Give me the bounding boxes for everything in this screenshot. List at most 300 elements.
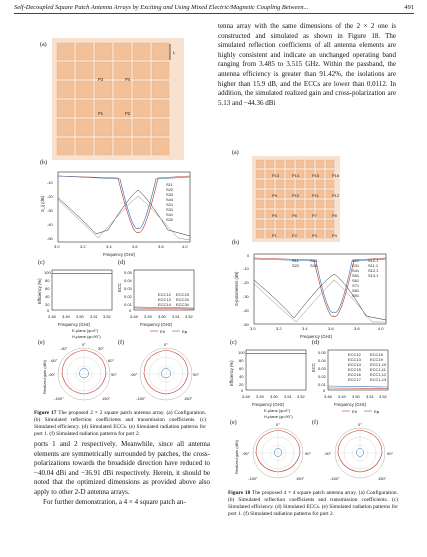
angle-label: 90° xyxy=(305,451,312,456)
port-label: P13 xyxy=(272,173,280,178)
legend-entry: ECC24 xyxy=(176,297,189,302)
fig18-label-f: (f) xyxy=(312,420,318,426)
legend-entry: ECC1,11 xyxy=(370,367,386,372)
port-label: P5 xyxy=(272,213,277,218)
b-xtick: 3.0 xyxy=(250,326,256,331)
b-ytick: -30 xyxy=(243,294,249,299)
d-ylabel: ECC xyxy=(117,283,122,292)
d-xtick: 3.50 xyxy=(158,314,166,319)
patch xyxy=(296,230,304,238)
port-label: P1 xyxy=(272,233,277,238)
legend-entry: S81 xyxy=(352,288,360,293)
angle-label: 30° xyxy=(98,346,105,351)
caption-text: The proposed 4 × 4 square patch antenna array. (a) Configuration. (b) Simulated reflection coefficients and transmission coefficients. (c) Simulated efficiency. (d) Simulated ECCs. (e) Simulated radiation patterns for port 1. (f) Simulated radiation patterns for port 2. xyxy=(228,490,398,517)
port-label: P16 xyxy=(332,173,340,178)
angle-label: -150° xyxy=(136,396,146,401)
d-xtick: 3.52 xyxy=(185,314,193,319)
d-xtick: 3.48 xyxy=(130,314,138,319)
angle-label: 0° xyxy=(82,342,86,347)
legend-entry: S33 xyxy=(166,192,174,197)
legend-entry: S41 xyxy=(166,212,174,217)
d-ytick: 0.05 xyxy=(124,270,132,275)
angle-label: 0° xyxy=(358,422,362,427)
fig17-label-a: (a) xyxy=(40,42,47,48)
patch xyxy=(296,220,304,228)
fig17-label-b: (b) xyxy=(40,160,47,166)
patch xyxy=(114,119,131,136)
legend-entry: ECC1,10 xyxy=(370,362,387,367)
d-legend xyxy=(158,292,190,307)
fig18-label-c: (c) xyxy=(230,340,237,346)
d-ytick: 0.01 xyxy=(124,302,132,307)
polar-plot-e xyxy=(242,422,311,481)
b-ytick: -10 xyxy=(243,266,249,271)
legend-etheta: Eθ xyxy=(352,409,357,414)
legend-entry: ECC17 xyxy=(348,377,361,382)
patch xyxy=(152,100,169,117)
b-ytick: -50 xyxy=(47,236,53,241)
plot-frame xyxy=(254,254,386,324)
d-xtick: 3.48 xyxy=(324,394,332,399)
b-legend xyxy=(166,182,174,222)
b-ylabel: S-parameters (dB) xyxy=(234,271,239,306)
d-legend xyxy=(348,352,387,382)
patch xyxy=(256,220,264,228)
patch xyxy=(57,119,74,136)
fig17-pattern-legend xyxy=(40,328,210,340)
port-label: P4 xyxy=(332,233,337,238)
patch xyxy=(326,200,334,208)
legend-entry: ECC13 xyxy=(348,357,361,362)
patch xyxy=(316,230,324,238)
b-xtick: 3.8 xyxy=(354,326,360,331)
patch xyxy=(256,160,264,168)
c-ytick: 100 xyxy=(44,270,51,275)
patch xyxy=(296,210,304,218)
angle-label: -150° xyxy=(54,396,64,401)
page-number: 491 xyxy=(404,4,414,11)
patch xyxy=(76,81,93,98)
paragraph: ports 1 and 2 respectively. Meanwhile, since all antenna elements are symmetrically surrounded by patches, the cross-polarizations towards the broadside direction have reduced to −40.04 dBi and −36.91 dBi respectively. Herein, it should be noted that the optimized dimensions as provided above also apply to other 2-D antenna arrays. xyxy=(34,440,210,496)
patch xyxy=(57,62,74,79)
c-ytick: 60 xyxy=(239,366,244,371)
d-ytick: 0 xyxy=(129,308,132,313)
fig18-label-e: (e) xyxy=(230,420,237,426)
angle-label: 0° xyxy=(276,422,280,427)
c-xtick: 3.52 xyxy=(297,394,305,399)
port-label: P14 xyxy=(292,173,300,178)
angle-label: 0° xyxy=(164,342,168,347)
patch xyxy=(152,81,169,98)
angle-label: -150° xyxy=(330,476,340,481)
patch xyxy=(316,220,324,228)
patch xyxy=(57,43,74,60)
patch xyxy=(152,62,169,79)
ecc-line xyxy=(328,386,388,387)
d-ytick: 0.05 xyxy=(318,350,326,355)
patch xyxy=(316,210,324,218)
paragraph: For further demonstration, a 4 × 4 square patch an- xyxy=(43,497,186,506)
patch xyxy=(256,180,264,188)
patch xyxy=(286,200,294,208)
patch xyxy=(256,190,264,198)
c-ytick: 80 xyxy=(239,358,244,363)
fig17-radiation-patterns xyxy=(36,340,206,408)
patch xyxy=(152,43,169,60)
c-xtick: 3.48 xyxy=(48,314,56,319)
d-xtick: 3.50 xyxy=(352,394,360,399)
c-ylabel: Efficiency (%) xyxy=(37,278,42,304)
d-xtick: 3.51 xyxy=(366,394,374,399)
fig18-radiation-patterns xyxy=(228,420,400,486)
port-p4: P4 xyxy=(125,77,131,82)
series-s31 xyxy=(254,280,386,322)
port-label: P3 xyxy=(312,233,317,238)
right-column-text xyxy=(218,22,396,108)
legend-entry: S91 xyxy=(352,293,360,298)
fig17-label-c: (c) xyxy=(38,260,45,266)
patch xyxy=(296,180,304,188)
d-ytick: 0 xyxy=(323,388,326,393)
d-xtick: 3.49 xyxy=(144,314,152,319)
patch xyxy=(76,100,93,117)
port-p2: P2 xyxy=(125,111,131,116)
legend-entry: S11 xyxy=(292,258,299,263)
angle-label: -150° xyxy=(248,476,258,481)
patch xyxy=(276,160,284,168)
patch xyxy=(306,220,314,228)
caption-label: Figure 18 xyxy=(228,490,251,496)
patch xyxy=(296,160,304,168)
d-ytick: 0.04 xyxy=(318,358,326,363)
patch xyxy=(256,230,264,238)
patch xyxy=(95,43,112,60)
patch xyxy=(306,200,314,208)
legend-entry: S33 xyxy=(310,258,318,263)
header-title: Self-Decoupled Square Patch Antenna Arrays by Exciting and Using Mixed Electric/Magnetic Coupling Between... xyxy=(14,4,309,11)
patch xyxy=(266,220,274,228)
caption-text: The proposed 2 × 2 square patch antenna array. (a) Configuration. (b) Simulated reflection coefficients and transmission coefficients. (c) Simulated efficiency. (d) Simulated ECCs. (e) Simulated radiation patterns for port 1. (f) Simulated radiation patterns for port 2. xyxy=(34,410,206,437)
fig18-label-b: (b) xyxy=(232,240,239,246)
b-ytick: -40 xyxy=(243,308,249,313)
patch xyxy=(133,81,150,98)
polar-ylabel: Realized gain (dBi) xyxy=(234,440,239,474)
legend-entry: ECC23 xyxy=(176,292,189,297)
paragraph: tenna array with the same dimensions of the 2 × 2 one is constructed and simulated as shown in Figure 18. The simulated reflection coefficients of all antenna elements are highly consistent and indicate an unchanged operating band ranging from 3.485 to 3.515 GHz. Within the passband, the antenna efficiency is greater than 91.42%, the isolations are higher than 15.9 dB, and the ECCs are lower than 0.0112. In addition, the simulated realized gain and cross-polarization are 5.13 and −44.36 dBi xyxy=(218,22,396,107)
legend-entry: S41 xyxy=(352,268,360,273)
c-xlabel: Frequency (GHz) xyxy=(252,402,285,407)
legend-entry: S61 xyxy=(352,278,360,283)
b-xtick: 3.6 xyxy=(328,326,334,331)
c-ytick: 40 xyxy=(45,294,50,299)
legend-entry: ECC13 xyxy=(158,297,171,302)
d-ytick: 0.02 xyxy=(318,374,326,379)
d-ytick: 0.01 xyxy=(318,382,326,387)
b-xtick: 4.0 xyxy=(378,326,384,331)
c-ytick: 20 xyxy=(239,382,244,387)
patch xyxy=(326,160,334,168)
patch xyxy=(133,62,150,79)
d-ytick: 0.02 xyxy=(124,294,132,299)
port-label: P9 xyxy=(272,193,277,198)
c-ytick: 80 xyxy=(45,278,50,283)
b-legend xyxy=(292,258,379,298)
c-ytick: 60 xyxy=(45,286,50,291)
c-ytick: 40 xyxy=(239,374,244,379)
c-ytick: 100 xyxy=(238,350,245,355)
patch xyxy=(276,190,284,198)
patch xyxy=(316,160,324,168)
b-xlabel: Frequency (GHz) xyxy=(103,252,136,257)
patch xyxy=(133,43,150,60)
d-ylabel: ECC xyxy=(311,363,316,372)
d-xtick: 3.52 xyxy=(379,394,387,399)
patch xyxy=(95,138,112,155)
legend-entry: ECC12 xyxy=(158,292,171,297)
angle-label: -60° xyxy=(50,358,58,363)
c-xtick: 3.51 xyxy=(90,314,98,319)
patch xyxy=(266,160,274,168)
legend-entry: ECC18 xyxy=(370,352,383,357)
patch xyxy=(57,81,74,98)
legend-entry: ECC34 xyxy=(176,302,189,307)
ecc-line xyxy=(328,388,388,389)
patch xyxy=(57,138,74,155)
d-ytick: 0.03 xyxy=(124,286,132,291)
patch xyxy=(276,200,284,208)
patch xyxy=(76,138,93,155)
running-header xyxy=(14,4,414,11)
patch xyxy=(306,160,314,168)
legend-entry: ECC19 xyxy=(370,357,383,362)
angle-label: -90° xyxy=(324,451,332,456)
d-xlabel: Frequency (GHz) xyxy=(334,402,367,407)
c-xtick: 3.49 xyxy=(62,314,70,319)
patch xyxy=(152,119,169,136)
d-xtick: 3.51 xyxy=(172,314,180,319)
b-xlabel: Frequency (GHz) xyxy=(300,334,333,339)
c-xtick: 3.49 xyxy=(256,394,264,399)
c-xtick: 3.50 xyxy=(270,394,278,399)
b-xtick: 3.2 xyxy=(80,244,86,249)
polar-plot-f xyxy=(130,342,199,401)
fig18-configuration xyxy=(252,156,340,242)
patch xyxy=(266,180,274,188)
patch xyxy=(152,138,169,155)
angle-label: 90° xyxy=(193,372,200,377)
legend-etheta: Eθ xyxy=(160,329,165,334)
legend-entry: S44 xyxy=(166,197,174,202)
figure17-caption xyxy=(34,410,206,438)
angle-label: -90° xyxy=(242,451,250,456)
fig17-label-f: (f) xyxy=(118,340,124,346)
b-ytick: 0 xyxy=(247,253,250,258)
legend-entry: S31 xyxy=(352,263,360,268)
angle-label: -90° xyxy=(130,372,138,377)
legend-entry: ECC15 xyxy=(348,367,361,372)
legend-entry: S21 xyxy=(352,258,360,263)
patch xyxy=(114,43,131,60)
legend-entry: S22 xyxy=(166,187,174,192)
angle-label: 90° xyxy=(387,451,394,456)
patch xyxy=(326,180,334,188)
port-label: P2 xyxy=(292,233,297,238)
patch xyxy=(95,81,112,98)
angle-label: -30° xyxy=(60,346,68,351)
legend-entry: ECC16 xyxy=(348,372,361,377)
angle-label: 150° xyxy=(184,396,193,401)
legend-ephi: Eφ xyxy=(182,329,188,334)
patch xyxy=(256,200,264,208)
b-xtick: 3.6 xyxy=(132,244,138,249)
port-label: P10 xyxy=(292,193,300,198)
patch xyxy=(286,220,294,228)
b-ytick: -20 xyxy=(47,194,53,199)
patch xyxy=(256,210,264,218)
patch xyxy=(256,170,264,178)
c-ytick: 0 xyxy=(47,308,50,313)
port-label: P15 xyxy=(312,173,320,178)
legend-entry: S11 xyxy=(166,182,173,187)
figure18-caption xyxy=(228,490,398,518)
fig17-label-d: (d) xyxy=(118,260,125,266)
d-xtick: 3.49 xyxy=(338,394,346,399)
d-ytick: 0.04 xyxy=(124,278,132,283)
b-ytick: -10 xyxy=(47,180,53,185)
patch xyxy=(286,160,294,168)
b-ylabel: S_ij (dB) xyxy=(40,195,45,212)
patch xyxy=(76,119,93,136)
c-xtick: 3.51 xyxy=(284,394,292,399)
patch xyxy=(276,210,284,218)
c-ylabel: Efficiency (%) xyxy=(229,360,234,386)
c-xtick: 3.50 xyxy=(76,314,84,319)
patch xyxy=(276,180,284,188)
polar-plot-e xyxy=(48,342,117,401)
angle-label: 60° xyxy=(108,358,115,363)
patch xyxy=(133,100,150,117)
patch xyxy=(286,180,294,188)
legend-entry: S11,1 xyxy=(368,263,379,268)
c-ytick: 0 xyxy=(241,388,244,393)
patch xyxy=(316,180,324,188)
plot-frame xyxy=(52,270,112,310)
substrate xyxy=(252,156,340,242)
b-xtick: 3.0 xyxy=(54,244,60,249)
port-label: P6 xyxy=(292,213,297,218)
c-ytick: 20 xyxy=(45,302,50,307)
patch xyxy=(114,81,131,98)
series-s11 xyxy=(254,258,386,317)
fig18-sparam-chart xyxy=(232,250,396,340)
fig18-label-a: (a) xyxy=(232,150,239,156)
dim-label: L xyxy=(173,50,176,55)
fig17-configuration xyxy=(52,38,184,160)
d-ytick: 0.03 xyxy=(318,366,326,371)
b-xtick: 3.2 xyxy=(276,326,282,331)
b-ytick: -40 xyxy=(47,222,53,227)
angle-label: -90° xyxy=(48,372,56,377)
b-xtick: 3.4 xyxy=(302,326,308,331)
c-xtick: 3.52 xyxy=(103,314,111,319)
c-xlabel: Frequency (GHz) xyxy=(58,322,91,327)
b-ytick: -30 xyxy=(47,208,53,213)
legend-entry: S22 xyxy=(292,263,300,268)
caption-label: Figure 17 xyxy=(34,410,57,416)
fig17-label-e: (e) xyxy=(38,340,45,346)
patch xyxy=(76,43,93,60)
angle-label: 150° xyxy=(102,396,111,401)
patch xyxy=(276,230,284,238)
port-p1: P1 xyxy=(98,111,104,116)
fig18-efficiency-chart xyxy=(228,346,310,408)
polar-ylabel: Realized gain (dBi) xyxy=(42,360,47,394)
patch xyxy=(306,180,314,188)
fig17-ecc-chart xyxy=(116,266,200,328)
legend-entry: S21 xyxy=(166,202,174,207)
patch xyxy=(276,220,284,228)
patch xyxy=(133,138,150,155)
legend-entry: S51 xyxy=(352,273,360,278)
angle-label: 90° xyxy=(111,372,118,377)
legend-eplane: E-plane (φ=0°) xyxy=(264,408,291,413)
polar-plot-f xyxy=(324,422,393,481)
legend-entry: S71 xyxy=(352,283,360,288)
b-xtick: 4.0 xyxy=(182,244,188,249)
patch xyxy=(316,200,324,208)
b-ytick: -50 xyxy=(243,322,249,327)
c-xtick: 3.48 xyxy=(242,394,250,399)
angle-label: 150° xyxy=(296,476,305,481)
fig18-pattern-legend xyxy=(232,408,402,420)
header-rule xyxy=(14,13,414,14)
legend-entry: S10,1 xyxy=(368,258,379,263)
d-xlabel: Frequency (GHz) xyxy=(140,322,173,327)
fig18-ecc-chart xyxy=(310,346,400,408)
legend-ephi: Eφ xyxy=(374,409,380,414)
port-label: P11 xyxy=(312,193,319,198)
series-s21 xyxy=(254,274,386,320)
legend-hplane: H-plane (φ=90°) xyxy=(72,334,101,339)
legend-entry: S31 xyxy=(166,207,174,212)
legend-entry: S12,1 xyxy=(368,268,379,273)
legend-entry: S32 xyxy=(166,217,174,222)
legend-entry: ECC12 xyxy=(348,352,361,357)
legend-entry: S44 xyxy=(310,263,318,268)
patch xyxy=(76,62,93,79)
patch xyxy=(114,138,131,155)
plot-frame xyxy=(246,350,306,390)
patch xyxy=(95,119,112,136)
left-column-text xyxy=(34,440,210,507)
port-label: P7 xyxy=(312,213,317,218)
patch xyxy=(133,119,150,136)
fig18-label-d: (d) xyxy=(312,340,319,346)
fig17-sparam-chart xyxy=(38,168,198,258)
patch xyxy=(326,220,334,228)
fig17-efficiency-chart xyxy=(36,266,116,328)
patch xyxy=(57,100,74,117)
port-label: P12 xyxy=(332,193,340,198)
port-label: P8 xyxy=(332,213,337,218)
legend-entry: ECC14 xyxy=(158,302,171,307)
b-xtick: 3.4 xyxy=(106,244,112,249)
patch xyxy=(296,200,304,208)
legend-entry: ECC1,12 xyxy=(370,372,387,377)
port-p3: P3 xyxy=(98,77,104,82)
patch xyxy=(266,200,274,208)
legend-entry: ECC1,13 xyxy=(370,377,387,382)
